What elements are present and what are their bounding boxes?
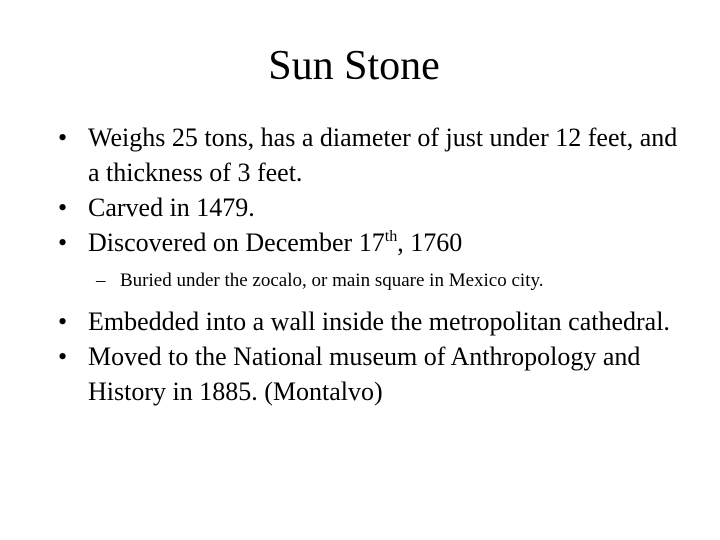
bullet-item-embedded (54, 304, 694, 339)
bullet-glyph: • (58, 342, 68, 371)
bullet-text-before: Discovered on December 17 (88, 228, 385, 257)
slide-title: Sun Stone (268, 43, 440, 89)
bullet-glyph: • (58, 123, 68, 152)
bullet-item-moved (54, 339, 694, 409)
bullet-text: Carved in 1479. (88, 193, 255, 222)
slide-body (54, 120, 694, 409)
bullet-item-discovered (54, 225, 694, 260)
ordinal-superscript: th (384, 228, 398, 246)
bullet-glyph: • (58, 228, 68, 257)
bullet-text-after: , 1760 (397, 228, 463, 257)
bullet-text: Weighs 25 tons, has a diameter of just under 12 feet, and a thickness of 3 feet. (88, 123, 678, 187)
bullet-text: Embedded into a wall inside the metropolitan cathedral. (88, 307, 670, 336)
bullet-glyph: • (58, 307, 68, 336)
bullet-item-carved (54, 190, 694, 225)
sub-bullet-item-buried (54, 268, 694, 294)
sub-bullet-text: Buried under the zocalo, or main square in Mexico city. (120, 270, 544, 291)
bullet-text: Moved to the National museum of Anthropology and History in 1885. (Montalvo) (88, 342, 641, 406)
sub-bullet-glyph: – (96, 270, 106, 291)
bullet-glyph: • (58, 193, 68, 222)
bullet-item-weight (54, 120, 694, 190)
